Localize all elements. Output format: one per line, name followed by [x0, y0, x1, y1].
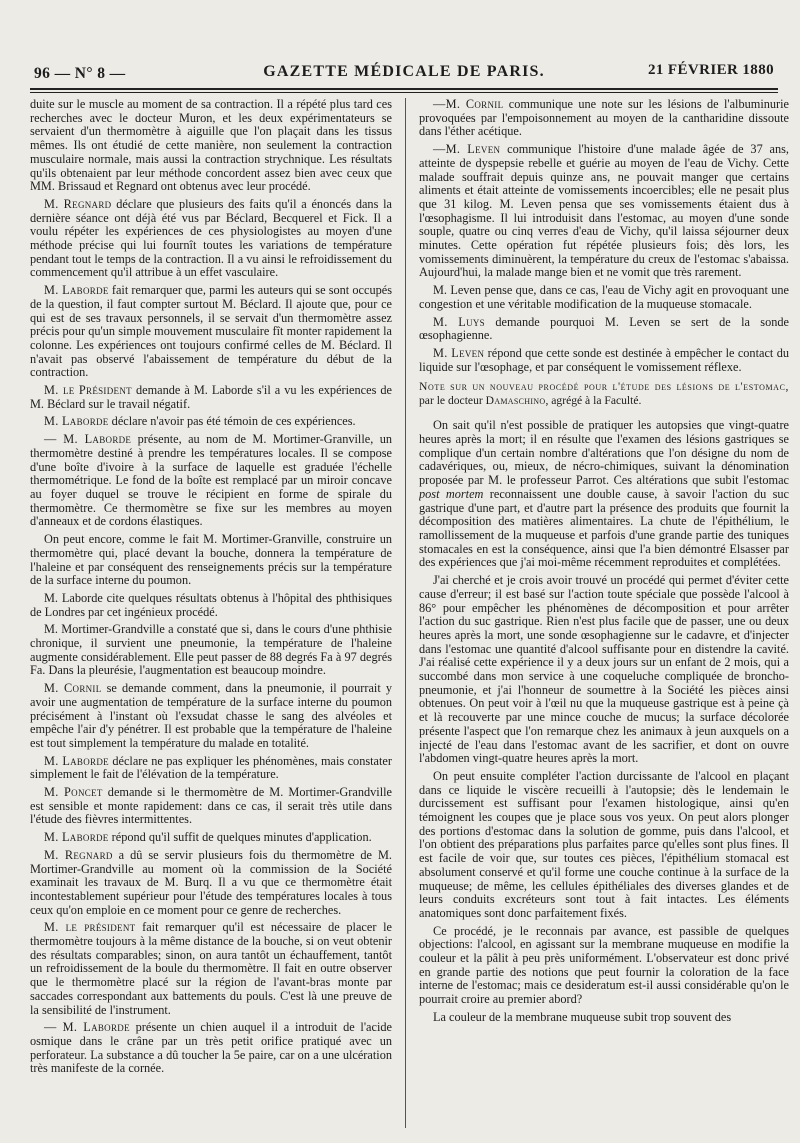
paragraph-text: se demande comment, dans la pneumonie, il pourrait y avoir une augmentation de température de la surface interne du poumon précisément à l'instant où l'exsudat chasse le sang des alvéoles et empêche l'air d'y pénétrer. Il est probable que la température de l'haleine est tout simplement la température du malade en totalité. — [30, 681, 392, 750]
speaker-name: — M. Laborde — [44, 1020, 130, 1035]
paragraph-text: fait remarquer que, parmi les auteurs qui se sont occupés de la question, il faut compter surtout M. Béclard. Il ajoute que, pour ce qui est de ses travaux personnels, il se servait d'un thermomètre assez précis pour qu'un simple mouvement musculaire fît monter rapidement la colonne. Les expériences ont toujours confirmé celles de M. Béclard. Il n'avait pas observé l'abaissement de température du début de la contraction. — [30, 283, 392, 380]
paragraph-text: présente un chien auquel il a introduit de l'acide osmique dans le crâne par un très petit orifice pratiqué avec un perforateur. La substance a dû toucher la 5e paire, car on a une ulcération très manifeste de la cornée. — [30, 1020, 392, 1076]
paragraph — [30, 1021, 392, 1076]
speaker-name: M. Laborde — [44, 283, 109, 298]
paragraph-text: fait remarquer qu'il est nécessaire de placer le thermomètre toujours à la même distance de la bouche, si on veut obtenir des résultats comparables; sinon, on aura tantôt un échauffement, tantôt un refroidissement de la boule du thermomètre. Il fait en outre observer que le thermomètre placé sur la région de l'avant-bras monte par saccades correspondant aux battements du pouls. C'est là une preuve de la sensibilité de l'instrument. — [30, 920, 392, 1017]
paragraph — [30, 831, 392, 845]
paragraph: M. Leven pense que, dans ce cas, l'eau de Vichy agit en provoquant une congestion et une véritable modification de la muqueuse stomacale. — [419, 283, 789, 311]
paragraph — [30, 284, 392, 380]
paragraph-text: déclare ne pas expliquer les phénomènes, mais constater simplement le fait de l'élévation de la température. — [30, 753, 392, 782]
paragraph — [419, 347, 789, 374]
header-rule-thick — [30, 88, 778, 90]
paragraph — [419, 419, 789, 570]
paragraph-text: demande à M. Laborde s'il a vu les expériences de M. Béclard sur le travail négatif. — [30, 383, 392, 411]
speaker-name: M. Luys — [433, 314, 485, 329]
paragraph: La couleur de la membrane muqueuse subit trop souvent des — [433, 1009, 732, 1024]
paragraph: On peut encore, comme le fait M. Mortimer-Granville, construire un thermomètre qui, placé devant la bouche, donnera la température de l'haleine et par conséquent des renseignements précis sur la température de la surface interne du poumon. — [30, 532, 392, 588]
speaker-name: —M. Cornil — [433, 98, 504, 111]
paragraph — [419, 98, 789, 139]
paragraph — [30, 682, 392, 751]
paragraph — [419, 143, 789, 280]
paragraph — [30, 786, 392, 827]
paragraph: M. Laborde cite quelques résultats obtenus à l'hôpital des phthisiques de Londres par cet ingénieux procédé. — [30, 590, 392, 619]
paragraph — [30, 849, 392, 918]
speaker-name: M. Poncet — [44, 785, 103, 800]
section-heading — [419, 380, 789, 407]
speaker-name: M. Cornil — [44, 681, 102, 696]
author-affiliation: , agrégé à la Faculté. — [545, 393, 642, 407]
paragraph — [30, 384, 392, 411]
paragraph — [30, 921, 392, 1017]
right-column — [419, 98, 789, 1143]
speaker-name: M. Laborde — [44, 414, 109, 429]
speaker-name: M. Laborde — [44, 830, 109, 845]
heading-byline: par le docteur — [419, 393, 486, 407]
paragraph: Ce procédé, je le reconnais par avance, est passible de quelques objections: l'alcool, en agissant sur la membrane muqueuse en modifie la couleur et la pâlit à peu près uniformément. L'observateur est donc privé en grande partie des notions que peut fournir la coloration de la face interne de l'estomac; mais ce desideratum est-il aussi considérable qu'on le pourrait croire au premier abord? — [419, 923, 789, 1007]
paragraph-text: a dû se servir plusieurs fois du thermomètre de M. Mortimer-Grandville au moment où la commission de la Société examinait les travaux de M. Burq. Il a vu que ce thermomètre était incontestablement supérieur pour l'étude des températures locales à tous ceux qu'on emploie en ce moment pour ce genre de recherches. — [30, 847, 392, 917]
paragraph-text: demande si le thermomètre de M. Mortimer-Grandville est sensible et monte rapidement: dans ce cas, il serait très utile dans l'étude des fièvres intermittentes. — [30, 785, 392, 827]
section-title: Note sur un nouveau procédé pour l'étude des lésions de l'estomac, — [419, 380, 789, 394]
paragraph — [30, 755, 392, 782]
speaker-name: M. le président — [44, 920, 136, 935]
speaker-name: M. le Président — [44, 383, 132, 398]
latin-term: post mortem — [419, 486, 484, 501]
speaker-name: M. Leven — [433, 345, 485, 360]
paragraph-text: présente, au nom de M. Mortimer-Granville, un thermomètre destiné à prendre les températures locales. Il se compose d'une boîte d'ivoire à la surface de laquelle est graduée l'échelle thermométrique. Le fond de la boîte est remplacé par un miroir concave au foyer duquel se trouve le récipient en forme de spirale du thermomètre. Ce thermomètre se fixe sur les membres au moyen d'anneaux et de cordons élastiques. — [30, 432, 392, 529]
speaker-name: — M. Laborde — [44, 432, 132, 447]
paragraph-text: répond que cette sonde est destinée à empêcher le contact du liquide sur l'œsophage, et par conséquent le vomissement réflexe. — [419, 345, 789, 374]
paragraph: M. Mortimer-Grandville a constaté que si, dans le cours d'une phthisie chronique, il survient une pneumonie, la température de l'haleine augmente considérablement. Elle peut passer de 88 degrés Fa à 97 degrés Fa. Dans la pleurésie, l'augmentation est beaucoup moindre. — [30, 622, 392, 678]
paragraph — [30, 415, 392, 429]
paragraph — [30, 198, 392, 280]
speaker-name: —M. Leven — [433, 142, 501, 157]
paragraph: duite sur le muscle au moment de sa contraction. Il a répété plus tard ces recherches avec le docteur Muron, et les deux expérimentateurs se servaient d'un thermomètre à aiguille que l'on plaçait dans les tissus mêmes. Ils ont étudié de cette manière, non seulement la contraction musculaire normale, mais aussi la contraction strychnique. Les résultats qu'ils obtenaient par leur méthode concordent assez bien avec ceux que MM. Brissaud et Regnard ont obtenus avec leur procédé. — [30, 98, 392, 194]
header-rule-thin — [30, 92, 778, 93]
column-divider — [405, 98, 406, 1128]
paragraph-text: demande pourquoi M. Leven se sert de la sonde œsophagienne. — [419, 314, 789, 343]
paragraph-text: déclare que plusieurs des faits qu'il a énoncés dans la dernière séance ont déjà été vus par Béclard, Becquerel et Fick. Il a voulu répéter les expériences de ces physiologistes au moyen d'une méthode précise qui lui fournît toutes les variations de température pendant tout le temps de la contraction. Il a vu ainsi le refroidissement du commencement qu'il attribue à un effet vasculaire. — [30, 196, 392, 280]
page-number: 96 — N° 8 — — [34, 65, 126, 82]
speaker-name: M. Regnard — [44, 847, 113, 862]
paragraph: On peut ensuite compléter l'action durcissante de l'alcool en plaçant dans ce liquide le viscère recueilli à l'autopsie; dès le lendemain le durcissement est suffisant pour l'examen histologique, ainsi qu'en témoignent les coupes que je place sous vos yeux. On peut alors plonger des portions d'estomac dans la solution de gomme, puis dans l'alcool, et l'on obtient des préparations plus parfaites parce qu'elles sont plus fines. Il est facile de voir que, sur toutes ces pièces, l'épithélium stomacal est absolument conservé et qu'il forme une couche continue à la surface de la muqueuse; de même, les cellules épithéliales des diverses glandes et de leurs conduits excréteurs sont tout à fait intactes. Les éléments anatomiques sont donc parfaitement fixés. — [419, 768, 789, 920]
paragraph-text: répond qu'il suffit de quelques minutes d'application. — [108, 830, 372, 845]
paragraph-text: déclare n'avoir pas été témoin de ces expériences. — [108, 414, 356, 429]
page-header — [30, 60, 778, 86]
paragraph-text: communique l'histoire d'une malade âgée de 37 ans, atteinte de dyspepsie rebelle et guérie au moyen de l'eau de Vichy. Cette malade souffrait depuis quinze ans, ne pouvait manger que certains aliments et était atteinte de vomissements incoercibles; elle ne pesait plus que 31 kilog. M. Leven pensa que ses vomissements étaient dus à l'œsophagisme. Il lui introduisit dans l'estomac, au moyen d'une sonde souple, quatre ou cinq verres d'eau de Vichy, qu'il laissa séjourner deux minutes. Cette opération fut répétée plusieurs fois; dès lors, les vomissements diminuèrent, la température du creux de l'estomac s'abaissa. Aujourd'hui, la malade mange bien et ne vomit que très rarement. — [419, 142, 789, 280]
paragraph: J'ai cherché et je crois avoir trouvé un procédé qui permet d'éviter cette cause d'erreur; il est basé sur l'action toute spéciale que possède l'alcool à 86° pour empêcher les phénomènes de décomposition et pour arrêter l'action du suc gastrique. Rien n'est plus facile que de passer, une ou deux heures après la mort, une sonde œsophagienne sur le cadavre, et d'injecter dans l'estomac une quantité d'alcool suffisante pour en distendre la cavité. J'ai réalisé cette expérience il y a deux jours sur un enfant de 2 mois, qui a succombé dans mon service à une coqueluche compliquée de broncho-pneumonie, et j'ai l'honneur de soumettre à la Société les pièces ainsi obtenues. On peut voir à l'œil nu que la muqueuse gastrique est à peine çà et là recouverte par une mince couche de mucus; la surface décolorée présente l'aspect que l'on remarque chez les animaux à jeun auxquels on a injecté de l'eau dans l'estomac avant de les sacrifier, et dont on ouvre l'abdomen vingt-quatre heures après la mort. — [419, 573, 789, 766]
paragraph — [30, 433, 392, 529]
left-column — [30, 98, 392, 1143]
author-name: Damaschino — [485, 393, 546, 407]
paragraph-text: reconnaissent une double cause, à savoir l'action du suc gastrique d'une part, et d'autre part la présence des produits que fournit la décomposition des matières alimentaires. La chute de l'épithélium, le ramollissement de la muqueuse et parfois d'une grande partie des tuniques stomacales en est la conséquence, ainsi que l'a bien démontré Elsasser par des expériences que j'ai moi-même récemment reproduites et complétées. — [419, 486, 789, 570]
paragraph-text: communique une note sur les lésions de l'albuminurie provoquées par l'empoisonnement au moyen de la cantharidine dissoute dans l'éther acétique. — [419, 98, 789, 139]
issue-date: 21 FÉVRIER 1880 — [647, 62, 774, 78]
paragraph — [419, 316, 789, 343]
speaker-name: M. Regnard — [44, 196, 112, 211]
speaker-name: M. Laborde — [44, 753, 109, 768]
paragraph-text: On sait qu'il n'est possible de pratiquer les autopsies que vingt-quatre heures après la mort; il en résulte que l'examen des lésions gastriques se complique d'un certain nombre d'altérations que l'on désigne du nom de cadavériques, ou, mieux, de nécro-chimiques, suivant la dénomination proposée par M. le professeur Parrot. Ces altérations que subit l'estomac — [419, 418, 789, 488]
journal-title: GAZETTE MÉDICALE DE PARIS. — [263, 63, 545, 80]
